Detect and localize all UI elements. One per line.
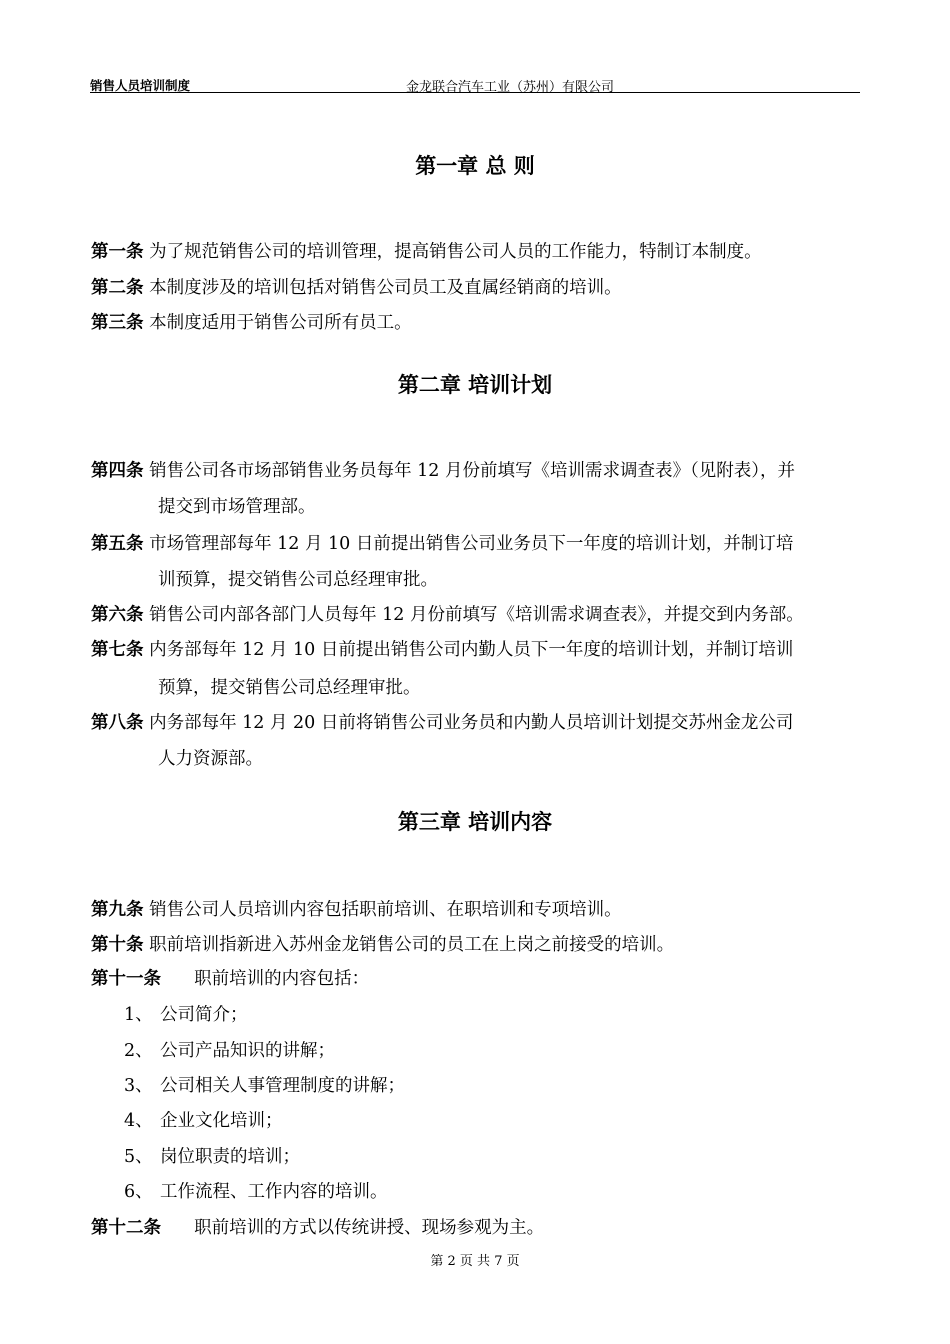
article-label: 第一条	[91, 242, 144, 262]
list-item: 企业文化培训；	[160, 1111, 283, 1131]
article-12	[91, 1214, 544, 1239]
article-label: 第十二条	[91, 1218, 161, 1238]
header-company-name: 金龙联合汽车工业（苏州）有限公司	[406, 80, 615, 95]
article-5	[91, 530, 793, 555]
list-item: 工作流程、工作内容的培训。	[160, 1182, 388, 1202]
article-text: 职前培训的内容包括：	[194, 969, 370, 989]
article-8	[91, 709, 793, 734]
list-item: 岗位职责的培训；	[160, 1147, 300, 1167]
article-label: 第二条	[91, 278, 144, 298]
article-7-continuation: 预算，提交销售公司总经理审批。	[158, 678, 421, 698]
article-text: 内务部每年 12 月 10 日前提出销售公司内勤人员下一年度的培训计划，并制订培训	[149, 640, 794, 660]
article-text: 为了规范销售公司的培训管理，提高销售公司人员的工作能力，特制订本制度。	[149, 242, 762, 262]
chapter-2-title: 第二章 培训计划	[397, 373, 553, 397]
list-item-number: 4、	[124, 1111, 153, 1131]
article-10	[91, 931, 674, 956]
article-label: 第六条	[91, 605, 144, 625]
article-text: 销售公司各市场部销售业务员每年 12 月份前填写《培训需求调查表》（见附表），并	[149, 461, 795, 481]
article-11	[91, 965, 369, 990]
list-item-number: 5、	[124, 1147, 153, 1167]
article-label: 第七条	[91, 640, 144, 660]
header-document-title: 销售人员培训制度	[90, 78, 191, 93]
article-label: 第九条	[91, 900, 144, 920]
article-3	[91, 309, 412, 334]
article-text: 销售公司内部各部门人员每年 12 月份前填写《培训需求调查表》，并提交到内务部。	[149, 605, 804, 625]
article-5-continuation: 训预算，提交销售公司总经理审批。	[158, 570, 438, 590]
article-text: 内务部每年 12 月 20 日前将销售公司业务员和内勤人员培训计划提交苏州金龙公司	[149, 713, 794, 733]
page-number-footer: 第 2 页 共 7 页	[430, 1254, 520, 1269]
list-item-number: 2、	[124, 1041, 153, 1061]
list-item: 公司简介；	[160, 1005, 248, 1025]
article-4	[91, 457, 795, 482]
article-9	[91, 896, 622, 921]
article-6	[91, 601, 804, 626]
article-4-continuation: 提交到市场管理部。	[158, 497, 316, 517]
list-item-number: 3、	[124, 1076, 153, 1096]
list-item-number: 1、	[124, 1005, 153, 1025]
article-text: 职前培训指新进入苏州金龙销售公司的员工在上岗之前接受的培训。	[149, 935, 675, 955]
article-label: 第十一条	[91, 969, 161, 989]
article-text: 本制度涉及的培训包括对销售公司员工及直属经销商的培训。	[149, 278, 622, 298]
article-label: 第十条	[91, 935, 144, 955]
chapter-3-title: 第三章 培训内容	[397, 810, 553, 834]
article-label: 第四条	[91, 461, 144, 481]
article-8-continuation: 人力资源部。	[158, 749, 263, 769]
article-text: 销售公司人员培训内容包括职前培训、在职培训和专项培训。	[149, 900, 622, 920]
article-label: 第八条	[91, 713, 144, 733]
article-1	[91, 238, 762, 263]
article-label: 第三条	[91, 313, 144, 333]
article-text: 本制度适用于销售公司所有员工。	[149, 313, 412, 333]
chapter-1-title: 第一章 总 则	[415, 154, 535, 178]
list-item: 公司相关人事管理制度的讲解；	[160, 1076, 405, 1096]
article-2	[91, 274, 622, 299]
article-label: 第五条	[91, 534, 144, 554]
article-text: 职前培训的方式以传统讲授、现场参观为主。	[194, 1218, 545, 1238]
list-item-number: 6、	[124, 1182, 153, 1202]
list-item: 公司产品知识的讲解；	[160, 1041, 335, 1061]
article-text: 市场管理部每年 12 月 10 日前提出销售公司业务员下一年度的培训计划，并制订培	[149, 534, 794, 554]
page-header	[90, 72, 860, 93]
article-7	[91, 636, 793, 661]
